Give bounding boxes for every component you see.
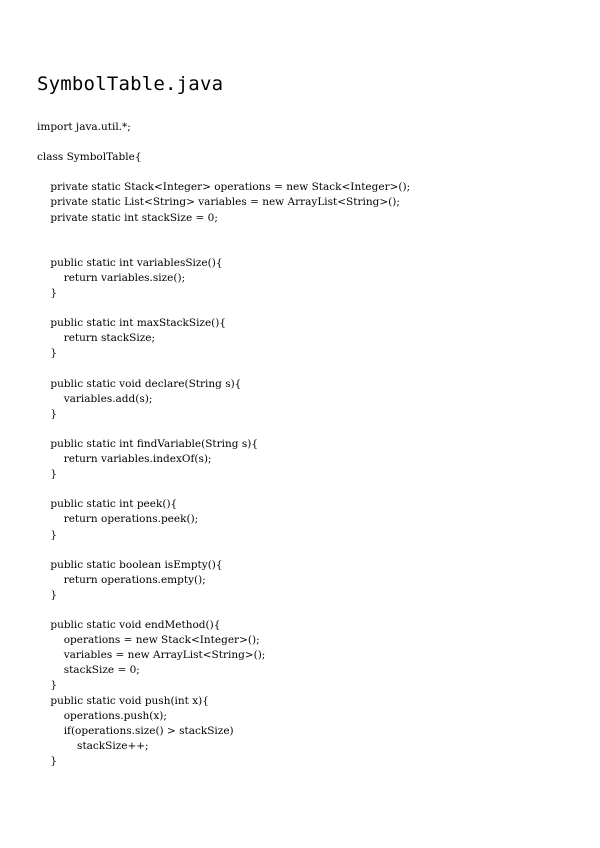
- code-line: public static boolean isEmpty(){: [37, 558, 223, 571]
- code-line: public static int findVariable(String s){: [37, 437, 259, 450]
- code-line: return operations.empty();: [37, 573, 206, 586]
- code-line: variables = new ArrayList<String>();: [37, 649, 266, 662]
- code-line: }: [37, 588, 58, 601]
- page-title: SymbolTable.java: [37, 73, 224, 95]
- code-line: public static void endMethod(){: [37, 619, 221, 632]
- code-block: [37, 120, 410, 769]
- code-line: [37, 241, 410, 256]
- code-line: stackSize++;: [37, 739, 149, 752]
- code-line: public static int maxStackSize(){: [37, 317, 227, 330]
- code-line: }: [37, 754, 58, 767]
- code-line: operations.push(x);: [37, 709, 167, 722]
- code-line: class SymbolTable{: [37, 151, 142, 164]
- code-line: }: [37, 347, 58, 360]
- code-line: [37, 362, 410, 377]
- code-line: public static void declare(String s){: [37, 377, 242, 390]
- code-line: private static Stack<Integer> operations = new Stack<Integer>();: [37, 181, 411, 194]
- code-line: [37, 603, 410, 618]
- code-line: return operations.peek();: [37, 513, 199, 526]
- code-line: if(operations.size() > stackSize): [37, 724, 234, 737]
- code-line: return variables.size();: [37, 271, 186, 284]
- code-line: [37, 135, 410, 150]
- code-line: [37, 165, 410, 180]
- code-line: [37, 422, 410, 437]
- code-line: [37, 482, 410, 497]
- code-line: operations = new Stack<Integer>();: [37, 634, 260, 647]
- code-line: return stackSize;: [37, 332, 155, 345]
- code-line: return variables.indexOf(s);: [37, 453, 212, 466]
- code-line: public static int variablesSize(){: [37, 256, 223, 269]
- code-line: public static int peek(){: [37, 498, 178, 511]
- code-line: }: [37, 528, 58, 541]
- code-line: }: [37, 468, 58, 481]
- code-line: [37, 226, 410, 241]
- code-line: private static int stackSize = 0;: [37, 211, 218, 224]
- code-line: }: [37, 287, 58, 300]
- code-line: private static List<String> variables = new ArrayList<String>();: [37, 196, 400, 209]
- code-line: variables.add(s);: [37, 392, 153, 405]
- code-line: }: [37, 679, 58, 692]
- code-line: [37, 301, 410, 316]
- code-line: public static void push(int x){: [37, 694, 209, 707]
- code-line: stackSize = 0;: [37, 664, 140, 677]
- code-line: import java.util.*;: [37, 121, 131, 133]
- code-line: }: [37, 407, 58, 420]
- code-line: [37, 543, 410, 558]
